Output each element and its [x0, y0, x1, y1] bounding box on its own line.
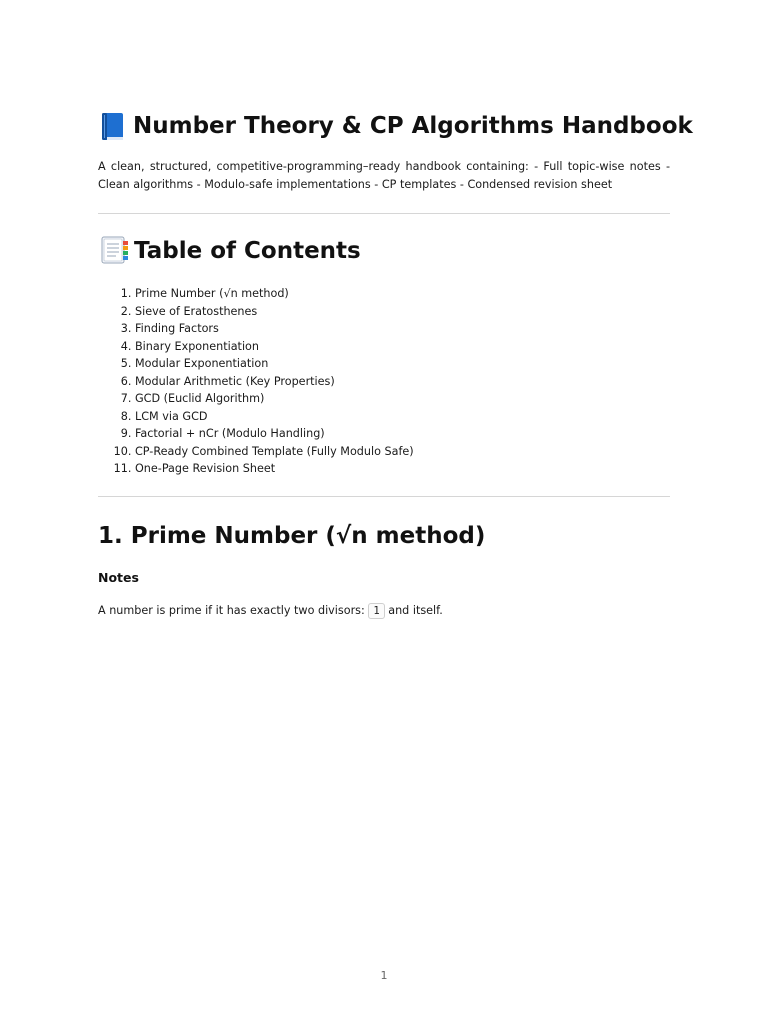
document-title [98, 108, 693, 144]
toc-item[interactable]: 4. Binary Exponentiation [135, 338, 414, 356]
notes-heading: Notes [98, 570, 139, 585]
toc-item[interactable]: 6. Modular Arithmetic (Key Properties) [135, 373, 414, 391]
toc-item[interactable]: 10. CP-Ready Combined Template (Fully Modulo Safe) [135, 443, 414, 461]
toc-list [98, 285, 414, 478]
section-heading-prime-number: 1. Prime Number (√n method) [98, 523, 486, 549]
toc-item[interactable]: 7. GCD (Euclid Algorithm) [135, 390, 414, 408]
notes-paragraph [98, 601, 443, 621]
notes-text-before: A number is prime if it has exactly two divisors: [98, 604, 369, 617]
toc-item[interactable]: 8. LCM via GCD [135, 408, 414, 426]
toc-item[interactable]: 9. Factorial + nCr (Modulo Handling) [135, 425, 414, 443]
toc-heading [98, 233, 361, 269]
toc-heading-text: Table of Contents [134, 238, 361, 264]
divider [98, 496, 670, 497]
toc-item[interactable]: 2. Sieve of Eratosthenes [135, 303, 414, 321]
blue-book-icon [101, 112, 123, 140]
toc-item[interactable]: 5. Modular Exponentiation [135, 355, 414, 373]
notes-text-after: and itself. [384, 604, 443, 617]
bookmark-tabs-icon [100, 235, 130, 267]
inline-code: 1 [368, 603, 384, 619]
document-title-text: Number Theory & CP Algorithms Handbook [133, 113, 693, 139]
intro-paragraph: A clean, structured, competitive-programming–ready handbook containing: - Full topic-wise notes - Clean algorithms - Modulo-safe implementations - CP templates - Condensed revision sheet [98, 160, 670, 191]
divider [98, 213, 670, 214]
toc-item[interactable]: 3. Finding Factors [135, 320, 414, 338]
toc-item[interactable]: 1. Prime Number (√n method) [135, 285, 414, 303]
page-number: 1 [380, 969, 388, 982]
toc-item[interactable]: 11. One-Page Revision Sheet [135, 460, 414, 478]
